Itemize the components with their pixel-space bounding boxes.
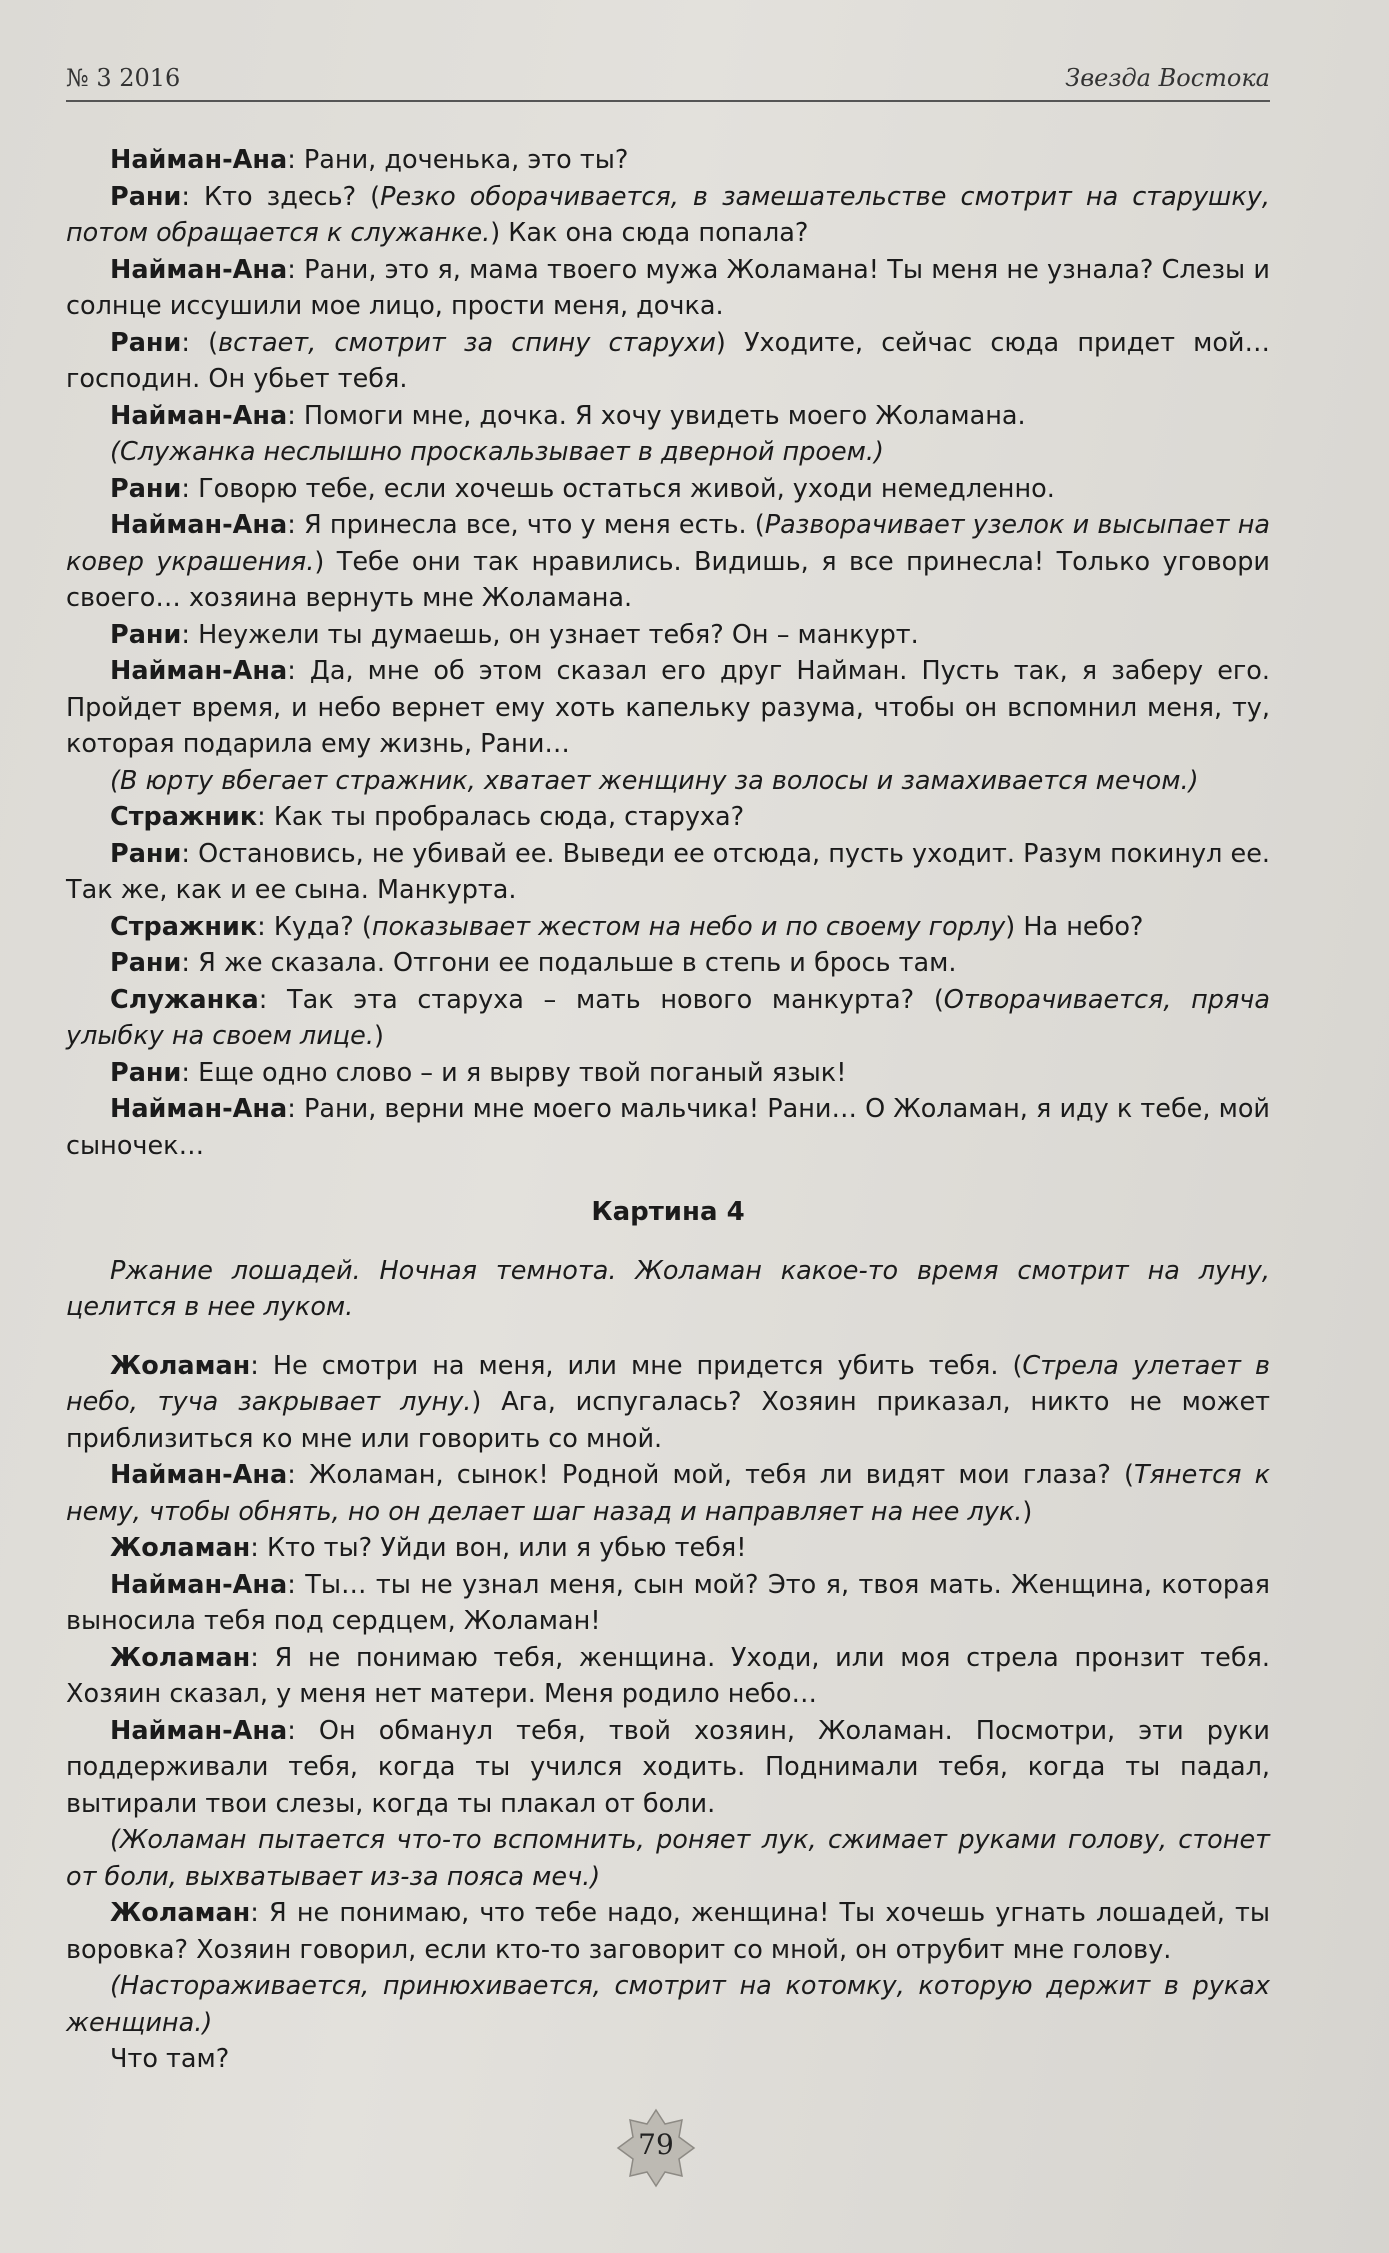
journal-title: Звезда Востока [1065,64,1270,92]
line-text: : Кто ты? Уйди вон, или я убью тебя! [250,1533,747,1563]
dialogue-line [66,179,1270,252]
line-text: : Кто здесь? ( [181,181,381,212]
line-text: : Еще одно слово – и я вырву твой поганый язык! [181,1057,847,1088]
line-text: : Так эта старуха – мать нового манкурта? ( [258,984,944,1015]
speaker-name: Рани [110,948,182,978]
line-text: : Да, мне об этом сказал его друг Найман. Пусть так, я заберу его. Пройдет время, и небо вернет ему хоть капельку разума, чтобы он вспомнил меня, ту, которая подарила ему жизнь, Рани… [66,656,1270,759]
dialogue-line [66,325,1270,398]
line-text: : Ты… ты не узнал меня, сын мой? Это я, твоя мать. Женщина, которая выносила тебя под сердцем, Жоламан! [66,1569,1270,1636]
speaker-name: Рани [110,838,182,869]
stage-direction [66,1968,1270,2041]
speaker-name: Найман-Ана [110,254,288,285]
line-text: : Жоламан, сынок! Родной мой, тебя ли видят мои глаза? ( [287,1460,1134,1490]
line-text: ) Как она сюда попала? [490,218,809,248]
play-text [66,142,1270,2078]
direction-text: Резко оборачивается, в замешательстве смотрит на старушку, потом обращается к служанке. [66,181,1270,248]
dialogue-line [66,1530,1270,1567]
speaker-name: Найман-Ана [110,1094,288,1124]
stage-direction [66,1253,1270,1326]
dialogue-line [66,1457,1270,1530]
line-text: : Я принесла все, что у меня есть. ( [287,510,765,540]
direction-text: (В юрту вбегает стражник, хватает женщину за волосы и замахивается мечом.) [110,765,1199,796]
speaker-name: Найман-Ана [110,656,288,686]
line-text: : Остановись, не убивай ее. Выведи ее отсюда, пусть уходит. Разум покинул ее. Так же, как и ее сына. Манкурта. [66,838,1270,905]
direction-text: Отворачивается, пряча улыбку на своем лице. [66,984,1271,1051]
line-text: ) На небо? [1005,911,1144,942]
page-number-badge [616,2108,696,2188]
direction-text: (Жоламан пытается что-то вспомнить, роняет лук, сжимает руками голову, стонет от боли, выхватывает из-за пояса меч.) [66,1825,1270,1892]
line-text: : Говорю тебе, если хочешь остаться живой, уходи немедленно. [181,473,1055,504]
dialogue-line [66,909,1270,946]
speaker-name: Стражник [110,911,258,942]
dialogue-line [66,617,1270,654]
line-text: : Я не понимаю тебя, женщина. Уходи, или моя стрела пронзит тебя. Хозяин сказал, у меня нет матери. Меня родило небо… [66,1642,1270,1709]
speaker-name: Найман-Ана [110,1569,288,1600]
direction-text: Тянется к нему, чтобы обнять, но он делает шаг назад и направляет на нее лук. [66,1460,1270,1527]
speaker-name: Жоламан [110,1898,251,1928]
line-text: : Я же сказала. Отгони ее подальше в степь и брось там. [181,948,957,978]
speaker-name: Служанка [110,984,259,1015]
speaker-name: Рани [110,473,182,504]
speaker-name: Стражник [110,802,258,832]
dialogue-line [66,398,1270,435]
line-text: : Куда? ( [257,911,372,942]
dialogue-line [66,1895,1270,1968]
line-text: ) Ага, испугалась? Хозяин приказал, никто не может приблизиться ко мне или говорить со мной. [66,1387,1270,1454]
scene-heading: Картина 4 [591,1197,745,1227]
dialogue-line [66,982,1270,1055]
direction-text: Стрела улетает в небо, туча закрывает луну. [66,1350,1270,1417]
speaker-name: Жоламан [110,1642,251,1673]
line-text: ) Тебе они так нравились. Видишь, я все принесла! Только уговори своего… хозяина вернуть мне Жоламана. [66,546,1270,613]
line-text: Что там? [110,2044,230,2074]
line-text: : Рани, верни мне моего мальчика! Рани… О Жоламан, я иду к тебе, мой сыночек… [66,1094,1270,1161]
dialogue-line [66,1567,1270,1640]
speaker-name: Найман-Ана [110,1460,288,1490]
header-rule [66,100,1270,102]
speaker-name: Рани [110,619,182,650]
page-number: 79 [638,2128,674,2161]
line-text: : Рани, доченька, это ты? [287,145,629,175]
line-text: : Рани, это я, мама твоего мужа Жоламана! Ты меня не узнала? Слезы и солнце иссушили мое лицо, прости меня, дочка. [66,254,1270,321]
stage-direction [66,1822,1270,1895]
dialogue-line [66,507,1270,617]
speaker-name: Рани [110,327,182,358]
direction-text: Разворачивает узелок и высыпает на ковер украшения. [66,510,1270,577]
stage-direction [66,763,1270,800]
dialogue-line [66,836,1270,909]
line-text: ) [1022,1496,1033,1527]
dialogue-line [66,1640,1270,1713]
dialogue-line [66,653,1270,763]
issue-label: № 3 2016 [66,64,181,92]
dialogue-line [66,471,1270,508]
scene-3-dialogue [66,142,1270,1164]
direction-text: встает, смотрит за спину старухи [218,327,716,358]
line-text: : Он обманул тебя, твой хозяин, Жоламан. Посмотри, эти руки поддерживали тебя, когда ты учился ходить. Поднимали тебя, когда ты падал, вытирали твои слезы, когда ты плакал от боли. [66,1715,1270,1819]
stage-direction [66,434,1270,471]
direction-text: (Настораживается, принюхивается, смотрит на котомку, которую держит в руках женщина.) [66,1971,1270,2038]
speaker-name: Рани [110,1057,182,1088]
dialogue-line [66,1348,1270,1458]
line-text: : Не смотри на меня, или мне придется убить тебя. ( [250,1350,1023,1381]
scene-4-dialogue [66,1253,1270,2078]
line-text: : Как ты пробралась сюда, старуха? [257,802,745,832]
stage-direction [66,2041,1270,2078]
speaker-name: Рани [110,181,182,212]
dialogue-line [66,252,1270,325]
dialogue-line [66,142,1270,179]
line-text: ) Уходите, сейчас сюда придет мой… господин. Он убьет тебя. [66,327,1270,394]
speaker-name: Найман-Ана [110,400,288,431]
dialogue-line [66,945,1270,982]
dialogue-line [66,1713,1270,1823]
speaker-name: Найман-Ана [110,510,288,540]
line-text: : ( [181,327,219,358]
speaker-name: Жоламан [110,1350,251,1381]
direction-text: показывает жестом на небо и по своему горлу [371,911,1006,942]
speaker-name: Жоламан [110,1533,251,1563]
direction-text: Ржание лошадей. Ночная темнота. Жоламан какое-то время смотрит на луну, целится в нее луком. [66,1255,1270,1322]
line-text: : Неужели ты думаешь, он узнает тебя? Он – манкурт. [181,619,919,650]
speaker-name: Найман-Ана [110,1715,288,1746]
dialogue-line [66,1055,1270,1092]
dialogue-line [66,1091,1270,1164]
dialogue-line [66,799,1270,836]
line-text: : Я не понимаю, что тебе надо, женщина! Ты хочешь угнать лошадей, ты воровка? Хозяин говорил, если кто-то заговорит со мной, он отрубит мне голову. [66,1898,1270,1965]
direction-text: (Служанка неслышно проскальзывает в дверной проем.) [110,437,884,467]
speaker-name: Найман-Ана [110,145,288,175]
line-text: ) [373,1021,384,1051]
line-text: : Помоги мне, дочка. Я хочу увидеть моего Жоламана. [287,400,1026,431]
